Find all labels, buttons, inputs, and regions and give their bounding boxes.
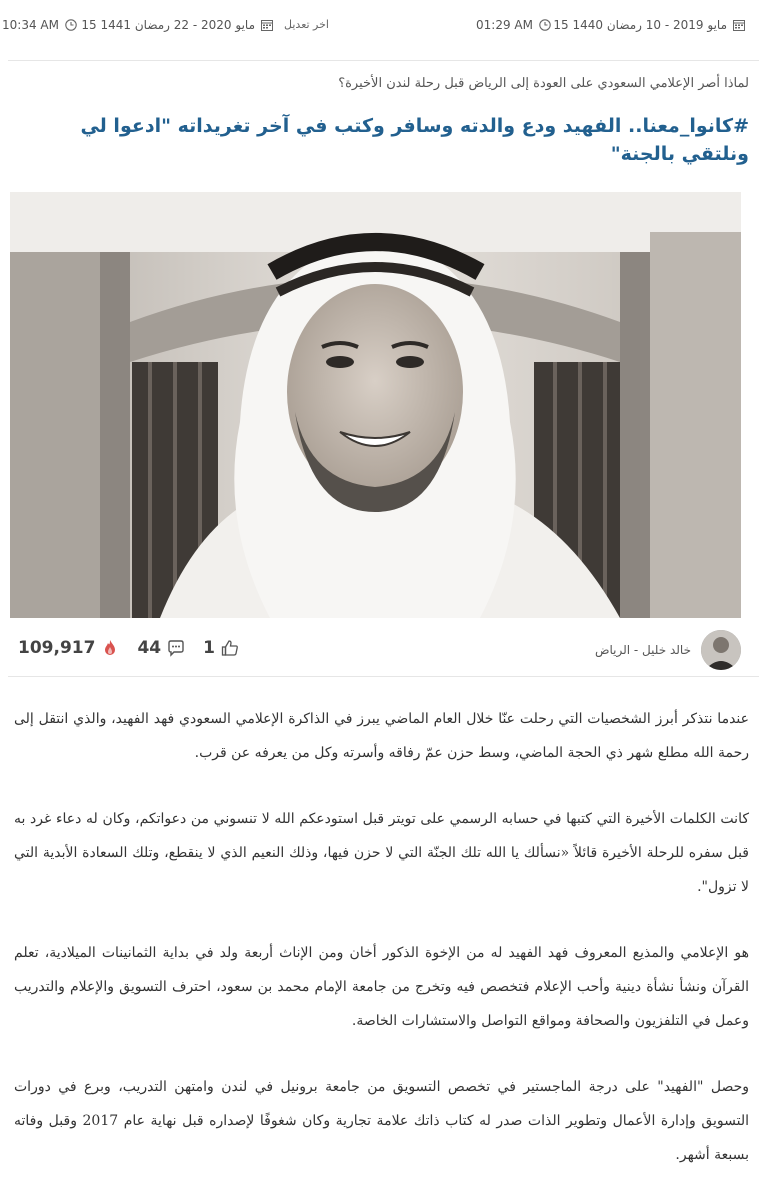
- hero-image: [10, 192, 741, 618]
- comments-value: 44: [137, 638, 162, 658]
- published-time: [476, 18, 551, 32]
- published-date: [553, 18, 745, 32]
- edited-label: اخر تعديل: [284, 18, 329, 31]
- kicker-link[interactable]: لماذا أصر الإعلامي السعودي على العودة إلى الرياض قبل رحلة لندن الأخيرة؟: [338, 76, 749, 91]
- edited-time-text: 10:34 AM: [2, 18, 59, 32]
- author-name[interactable]: خالد خليل - الرياض: [594, 643, 691, 657]
- article-stats-row: [8, 628, 759, 678]
- author-avatar: [701, 630, 741, 670]
- published-time-text: 01:29 AM: [476, 18, 533, 32]
- likes-count[interactable]: [203, 638, 239, 658]
- article-paragraph: هو الإعلامي والمذيع المعروف فهد الفهيد له من الإخوة الذكور أخان ومن الإناث أربعة ولد في بداية الثمانينات الميلادية، تعلم القرآن ونشأ نشأة دينية وأحب الإعلام فتخصص فيه وتخرج من جامعة الإمام محمد بن سعود، احترف التسويق والإعلام والتدريب وعمل في التلفزيون والصحافة ومواقع التواصل والاستشارات الخاصة.: [14, 945, 749, 1029]
- divider: [8, 60, 759, 61]
- article-paragraph: وحصل "الفهيد" على درجة الماجستير في تخصص التسويق من جامعة برونيل في لندن وامتهن التدريب، وبرع في دورات التسويق وإدارة الأعمال وتطوير الذات صدر له كتاب ذاتك علامة تجارية وكان شغوفًا لإصداره قبل نهاية عام 2017 وقبل وفاته بسبعة أشهر.: [14, 1079, 749, 1163]
- divider: [8, 676, 759, 677]
- views-count: [18, 638, 119, 658]
- flame-icon: [101, 639, 119, 657]
- article-meta-bar: [0, 0, 767, 58]
- calendar-icon: [261, 19, 273, 31]
- published-date-text: 15 مايو 2019 - 10 رمضان 1440: [553, 18, 727, 32]
- views-value: 109,917: [18, 638, 96, 658]
- stats-group: [18, 638, 239, 658]
- article-headline: #كانوا_معنا.. الفهيد ودع والدته وسافر وكتب في آخر تغريداته "ادعوا لي ونلتقي بالجنة": [80, 115, 749, 165]
- article-paragraph: كانت الكلمات الأخيرة التي كتبها في حسابه الرسمي على تويتر قبل استودعكم الله لا تنسوني من دعواتكم، وكان له دعاء غرد به قبل سفره للرحلة الأخيرة قائلاً «نسألك يا الله تلك الجنّة التي لا حزن فيها، وذلك النعيم الذي لا ينقطع، وتلك السعادة الأبدية التي لا تزول".: [14, 811, 749, 895]
- edited-date-text: 15 مايو 2020 - 22 رمضان 1441: [81, 18, 255, 32]
- article-paragraph: عندما نتذكر أبرز الشخصيات التي رحلت عنّا خلال العام الماضي يبرز في الذاكرة الإعلامي السعودي فهد الفهيد، والذي انتقل إلى رحمة الله مطلع شهر ذي الحجة الماضي، وسط حزن عمّ رفاقه وأسرته وكل من يعرفه عن قرب.: [14, 711, 749, 761]
- comment-icon[interactable]: [167, 639, 185, 657]
- clock-icon: [65, 19, 77, 31]
- edited-time: [2, 18, 77, 32]
- comments-count[interactable]: [137, 638, 185, 658]
- calendar-icon: [733, 19, 745, 31]
- thumbs-up-icon[interactable]: [221, 639, 239, 657]
- likes-value: 1: [203, 638, 215, 658]
- article-body: [14, 702, 749, 1200]
- clock-icon: [539, 19, 551, 31]
- edited-date: [81, 18, 273, 32]
- author-info: [595, 630, 741, 670]
